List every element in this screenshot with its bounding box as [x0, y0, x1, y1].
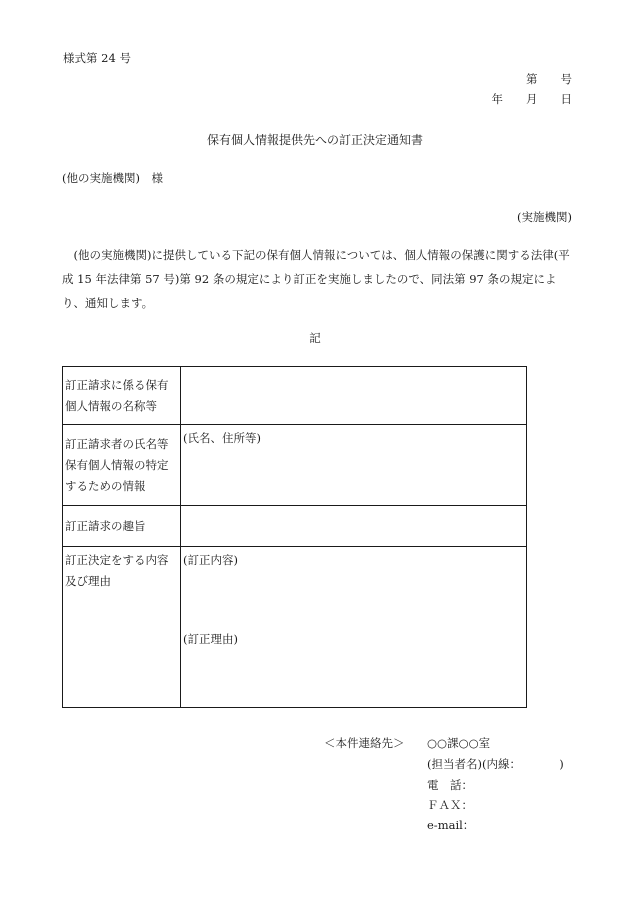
correction-info-table [62, 366, 527, 708]
row-label-info-name: 訂正請求に係る保有個人情報の名称等 [63, 367, 181, 425]
table-row [63, 367, 527, 425]
document-title: 保有個人情報提供先への訂正決定通知書 [206, 133, 423, 147]
ki-heading: 記 [309, 331, 321, 345]
contact-person-label: (担当者名)(内線： [427, 757, 516, 771]
document-date: 年 月 日 [491, 92, 572, 106]
row-value-info-name [181, 367, 527, 425]
issuer: (実施機関) [517, 210, 572, 224]
row-label-requester-info: 訂正請求者の氏名等保有個人情報の特定するための情報 [63, 425, 181, 506]
contact-fax: ＦＡＸ： [427, 798, 473, 812]
contact-telephone: 電 話： [427, 778, 473, 792]
body-paragraph: (他の実施機関)に提供している下記の保有個人情報については、個人情報の保護に関する法律(平成 15 年法律第 57 号)第 92 条の規定により訂正を実施しましたので、同法第 97 条の規定により、通知します。 [62, 248, 570, 310]
contact-email: e-mail： [427, 818, 475, 832]
document-number: 第 号 [526, 72, 572, 86]
contact-person [427, 756, 564, 772]
contact-heading: ＜本件連絡先＞ [324, 736, 405, 750]
contact-person-close: ) [559, 757, 564, 771]
row-value-correction-decision [181, 547, 527, 708]
recipient: (他の実施機関) 様 [62, 171, 163, 185]
row-label-correction-decision: 訂正決定をする内容及び理由 [63, 547, 181, 708]
form-number: 様式第 24 号 [63, 51, 131, 65]
table-row [63, 425, 527, 506]
correction-reason-label: (訂正理由) [183, 632, 238, 646]
row-value-request-purpose [181, 506, 527, 547]
row-label-request-purpose: 訂正請求の趣旨 [63, 506, 181, 547]
contact-department: ○○課○○室 [427, 736, 491, 750]
correction-content-label: (訂正内容) [183, 553, 238, 567]
table-row [63, 506, 527, 547]
table-row [63, 547, 527, 708]
row-value-requester-info: (氏名、住所等) [181, 425, 527, 506]
